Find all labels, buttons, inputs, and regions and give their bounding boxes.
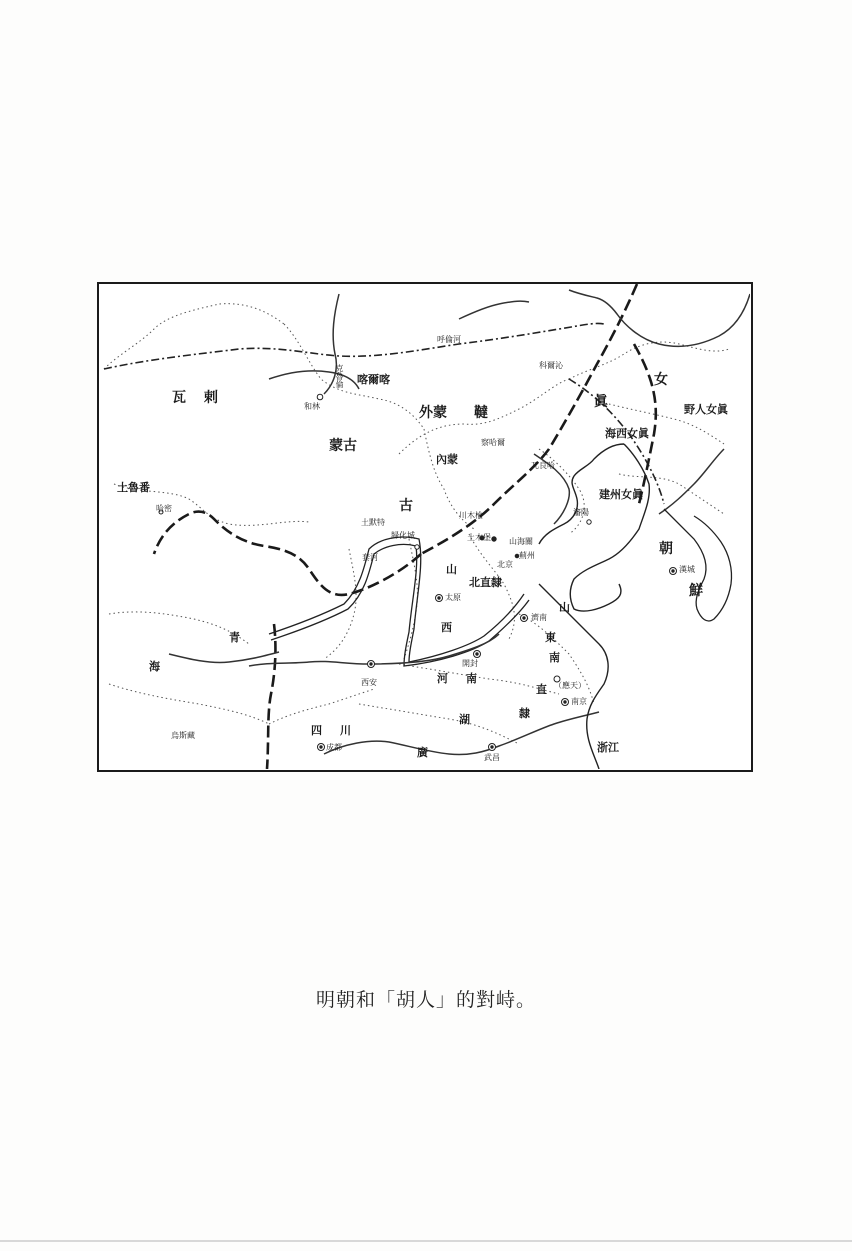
label-gu: 古: [399, 498, 413, 514]
label-hai: 海: [149, 660, 160, 673]
chengdu-city-dot: [320, 746, 322, 748]
label-hami: 哈密: [156, 504, 172, 513]
border-shaanxi: [324, 549, 356, 659]
label-nu-region: 女: [654, 372, 668, 388]
xian-city-dot: [370, 663, 372, 665]
northern-river-2: [269, 371, 359, 389]
border-qinghai: [109, 612, 249, 644]
hancheng-city-dot: [672, 570, 674, 572]
figure-caption: 明朝和「胡人」的對峙。: [315, 989, 536, 1011]
label-nanjing: 南京: [571, 697, 587, 706]
label-huguang-1: 湖: [459, 713, 470, 726]
kaifeng-city-dot: [476, 653, 478, 655]
page-bottom-rule: [0, 1240, 852, 1242]
label-taohe: 套河: [362, 553, 378, 562]
label-mengu: 蒙古: [329, 438, 357, 454]
label-guihua: 歸化城: [391, 531, 415, 540]
label-tumu: 土木堡: [467, 533, 491, 542]
label-neimeng: 內蒙: [436, 453, 458, 466]
label-chahaer: 察哈爾: [481, 438, 505, 447]
label-wuchang: 武昌: [484, 753, 500, 762]
wuchang-city-dot: [491, 746, 493, 748]
ming-frontier-liaodong: [634, 344, 656, 504]
label-shenyang: 瀋陽: [573, 508, 589, 517]
label-wala: 瓦剌: [172, 390, 236, 406]
label-beijing: 北京: [497, 560, 513, 569]
label-da: 韃: [474, 405, 488, 421]
border-tibet: [109, 684, 269, 724]
label-zhejiang: 浙江: [597, 741, 619, 754]
guihua-city-marker: [415, 545, 419, 549]
label-nanzhili-2: 直: [536, 683, 547, 696]
label-nanzhili-1: 南: [549, 651, 560, 664]
label-sichuan: 四川: [311, 724, 369, 737]
label-beizhili: 北直隸: [469, 576, 502, 589]
helin-city-marker: [317, 394, 323, 400]
label-hexiao: 川木楡: [459, 511, 483, 520]
label-kelulun: 克魯倫: [335, 364, 344, 388]
label-wusizang: 烏斯藏: [171, 731, 195, 740]
label-chengdu: 成都: [326, 743, 342, 752]
label-haixi: 海西女眞: [605, 427, 649, 440]
border-shanxi: [404, 539, 417, 659]
label-qing: 青: [229, 631, 240, 644]
border-north-dashdot: [104, 323, 604, 369]
label-kuerqin: 科爾沁: [539, 361, 563, 370]
qinghai-river: [169, 652, 279, 662]
label-wuliangha: 兀良哈: [531, 461, 555, 470]
jinan-city-dot: [523, 617, 525, 619]
label-hancheng: 漢城: [679, 565, 695, 574]
shenyang-city-marker: [587, 520, 591, 524]
label-hulunhe: 呼倫河: [437, 335, 461, 344]
label-tumote: 土默特: [361, 518, 385, 527]
beijing-city-marker: [492, 537, 496, 541]
label-kaifeng: 開封: [462, 659, 478, 668]
label-shanxi-1: 山: [446, 563, 457, 576]
label-zhen: 眞: [594, 394, 608, 410]
label-chaoxian-2: 鮮: [689, 583, 703, 599]
label-helin: 和林: [304, 402, 320, 411]
label-jizhou: 薊州: [519, 551, 535, 560]
label-huguang-2: 廣: [417, 746, 428, 759]
ming-frontier-qinghai: [267, 624, 275, 769]
label-xian: 西安: [361, 678, 377, 687]
label-jianzhou: 建州女眞: [599, 488, 643, 501]
label-chaoxian-1: 朝: [659, 541, 673, 557]
border-jurchen-1: [569, 342, 729, 379]
label-taiyuan: 太原: [445, 593, 461, 602]
label-jinan: 濟南: [531, 613, 547, 622]
border-huguang: [359, 704, 519, 744]
border-wala-west: [104, 304, 284, 369]
korea-outline: [664, 509, 732, 621]
border-sichuan: [269, 689, 374, 724]
label-nanzhili-3: 隸: [519, 707, 530, 720]
great-wall-inner: [271, 544, 529, 666]
label-kaerka: 喀爾喀: [357, 373, 390, 386]
amur-river: [569, 290, 750, 346]
map-lines: [99, 284, 750, 769]
label-waimeng: 外蒙: [419, 405, 447, 421]
label-shanxi-2: 西: [441, 621, 452, 634]
border-mongol-mid: [284, 324, 424, 429]
label-yingtian: （應天）: [554, 681, 586, 690]
taiyuan-city-dot: [438, 597, 440, 599]
label-shandong-2: 東: [545, 631, 556, 644]
label-yeren: 野人女眞: [684, 403, 728, 416]
nanjing-city-dot: [564, 701, 566, 703]
label-tulufan: 土魯番: [117, 481, 150, 494]
yalu-river: [659, 449, 724, 514]
historical-map: [97, 282, 753, 772]
label-shandong-1: 山: [559, 601, 570, 614]
ming-frontier-east: [421, 284, 637, 554]
label-henan: 河南: [437, 672, 495, 685]
northern-river-3: [459, 301, 529, 319]
label-shanhaiguan: 山海關: [509, 537, 533, 546]
